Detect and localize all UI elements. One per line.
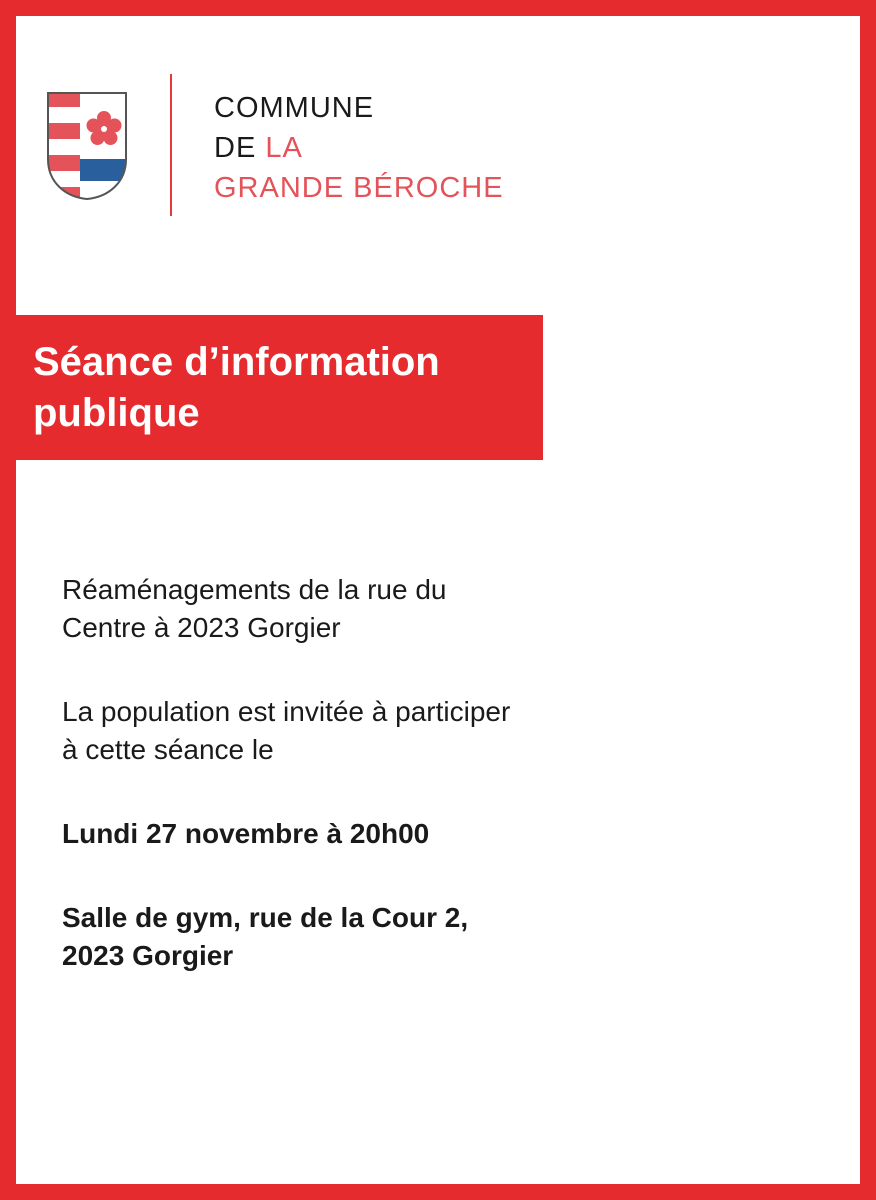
coat-of-arms-icon bbox=[46, 91, 128, 201]
event-date: Lundi 27 novembre à 20h00 bbox=[62, 818, 430, 849]
subject-text: Réaménagements de la rue du Centre à 2023 Gorgier bbox=[62, 574, 447, 643]
invitation-text: La population est invitée à participer à cette séance le bbox=[62, 696, 511, 765]
wordmark-line-1: COMMUNE bbox=[214, 92, 375, 124]
event-location: Salle de gym, rue de la Cour 2, 2023 Gorgier bbox=[62, 902, 469, 971]
notice-page bbox=[16, 16, 860, 1184]
commune-wordmark bbox=[214, 88, 504, 208]
logo-divider bbox=[170, 74, 172, 216]
wordmark-prefix: DE bbox=[214, 132, 266, 164]
page-title: Séance d’information publique bbox=[33, 340, 440, 435]
notice-body bbox=[62, 571, 702, 975]
wordmark-line-2 bbox=[214, 128, 504, 168]
title-banner bbox=[16, 315, 543, 460]
wordmark-line-3: GRANDE BÉROCHE bbox=[214, 172, 504, 204]
wordmark-accent: LA bbox=[265, 132, 303, 164]
